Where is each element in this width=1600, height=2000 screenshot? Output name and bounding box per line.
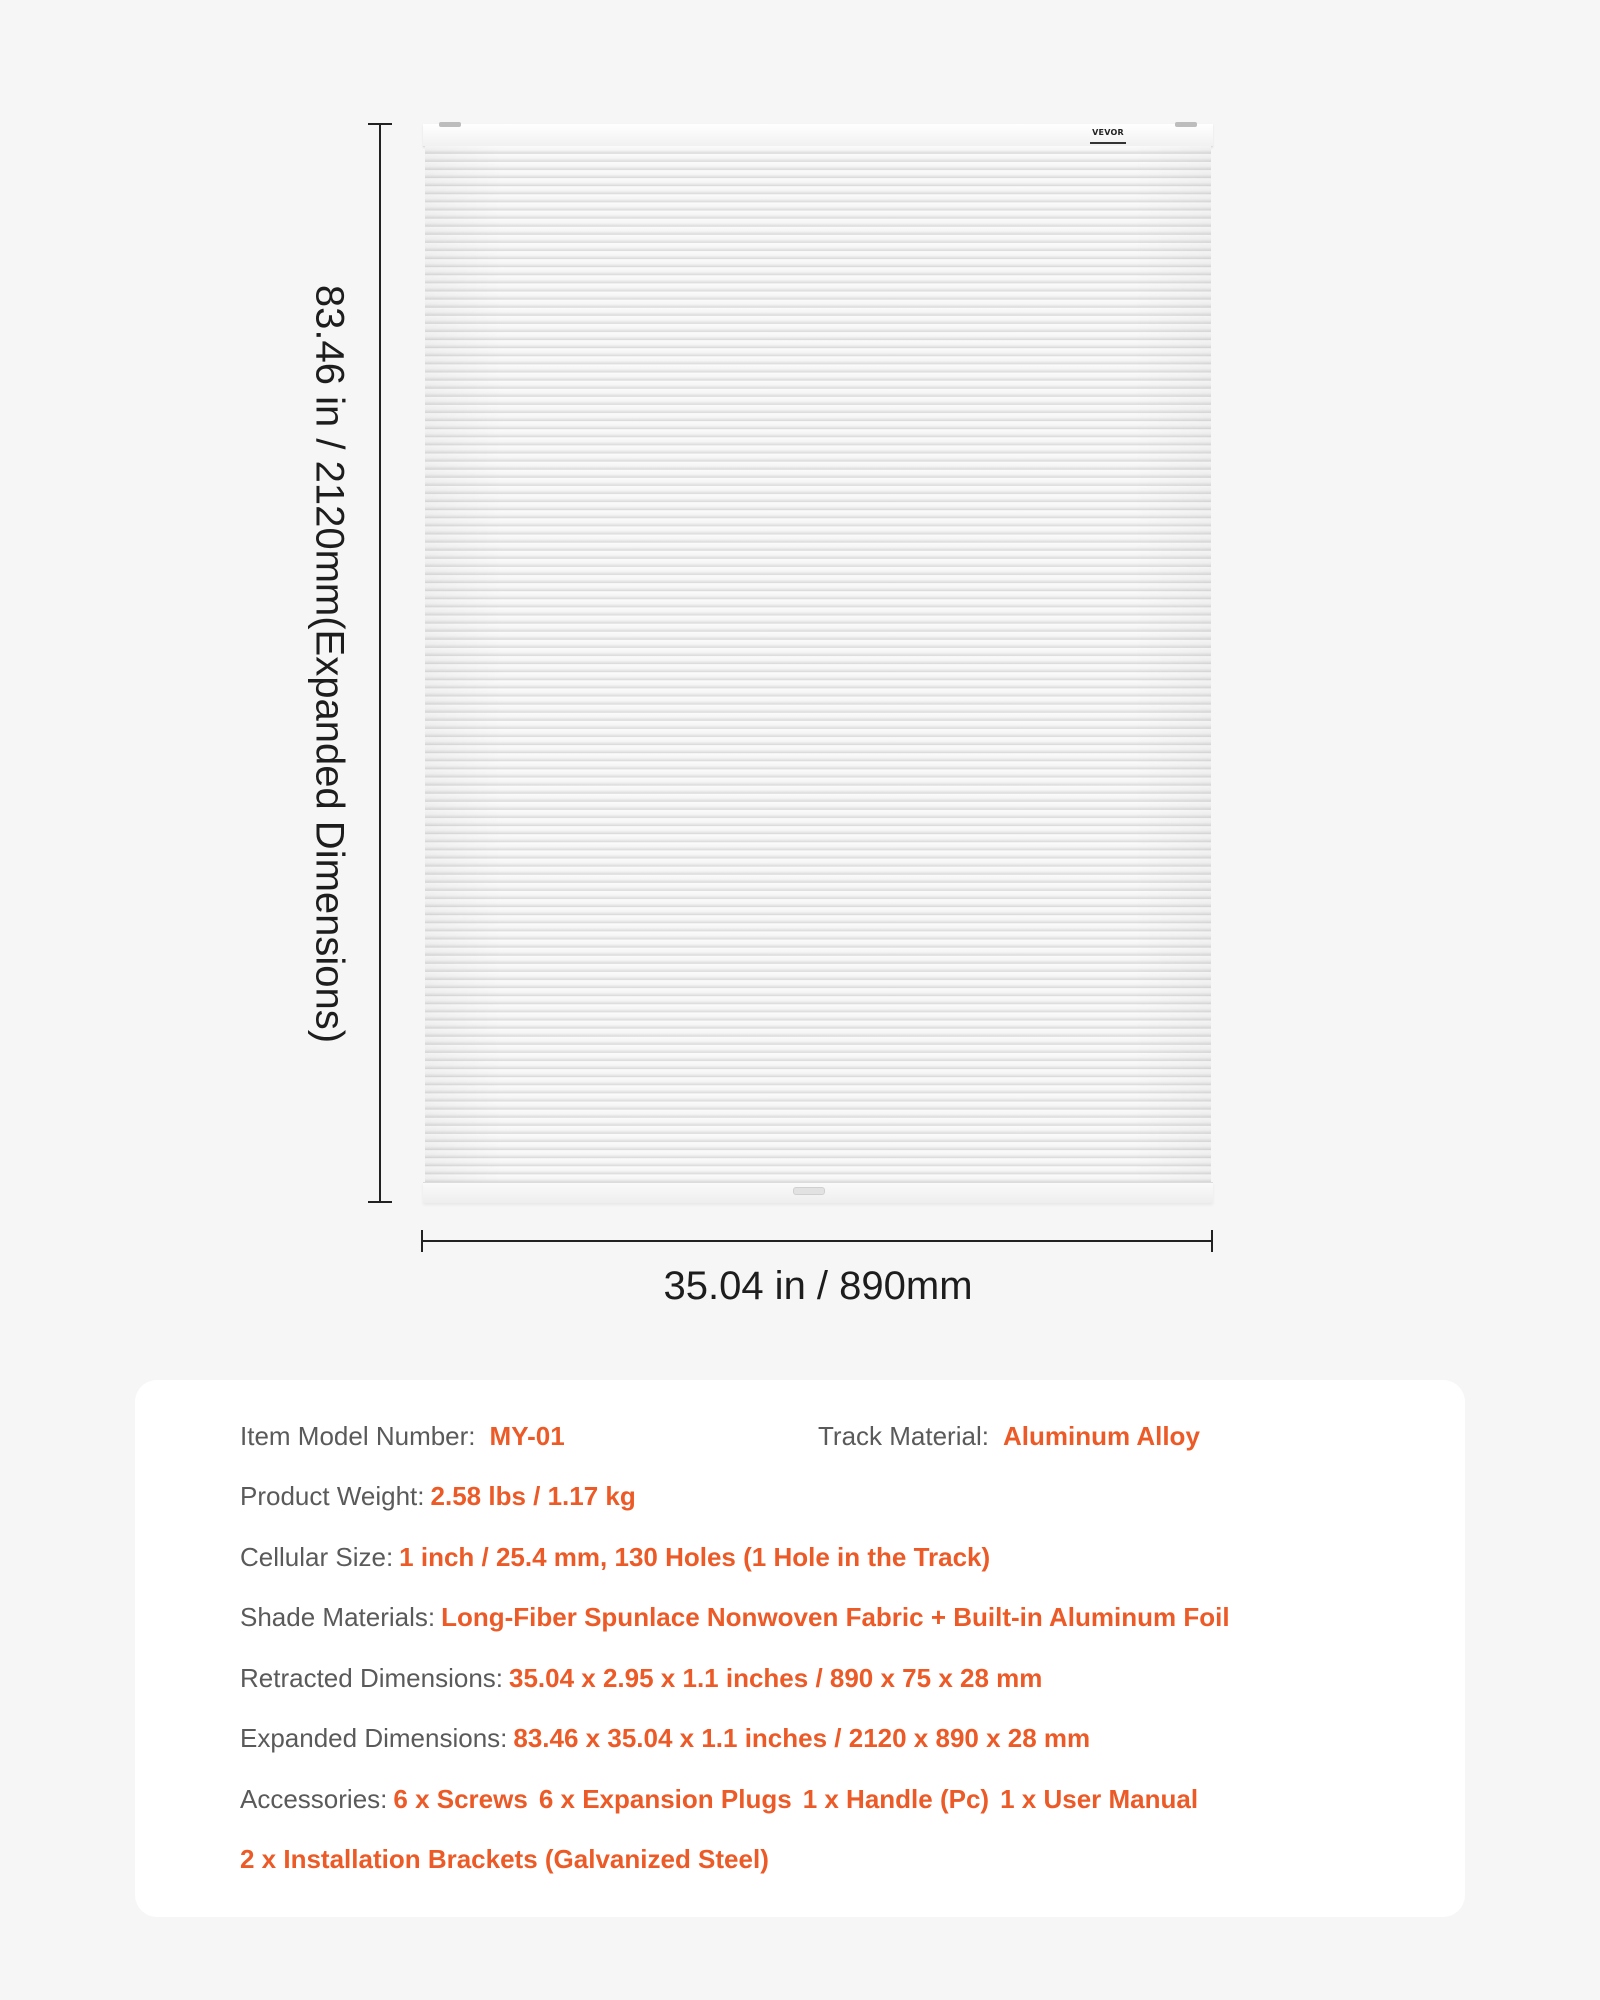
width-dimension-cap-left xyxy=(421,1230,423,1252)
spec-label: Expanded Dimensions: xyxy=(240,1723,508,1753)
spec-value: 35.04 x 2.95 x 1.1 inches / 890 x 75 x 28 mm xyxy=(509,1663,1043,1693)
spec-track-material xyxy=(818,1420,1200,1452)
spec-accessories xyxy=(240,1783,1198,1815)
width-dimension-cap-right xyxy=(1211,1230,1213,1252)
spec-model xyxy=(240,1420,565,1452)
width-dimension-label: 35.04 in / 890mm xyxy=(663,1264,973,1308)
honeycomb-fabric xyxy=(425,146,1211,1184)
spec-label: Cellular Size: xyxy=(240,1542,394,1572)
bottom-rail xyxy=(423,1182,1213,1203)
spec-value: Long-Fiber Spunlace Nonwoven Fabric + Built-in Aluminum Foil xyxy=(441,1602,1230,1632)
bracket-clip-left xyxy=(439,122,461,127)
height-dimension-cap-bottom xyxy=(368,1201,392,1203)
accessory-item: 1 x Handle (Pc) xyxy=(802,1784,990,1814)
headrail xyxy=(423,124,1213,147)
spec-value: Aluminum Alloy xyxy=(1002,1421,1200,1451)
height-dimension-text: 83.46 in / 2120mm(Expanded Dimensions) xyxy=(307,284,352,1044)
height-dimension-cap-top xyxy=(368,123,392,125)
spec-label: Shade Materials: xyxy=(240,1602,436,1632)
handle-icon xyxy=(793,1187,825,1195)
spec-value: 1 inch / 25.4 mm, 130 Holes (1 Hole in the Track) xyxy=(399,1542,991,1572)
specifications-card xyxy=(135,1380,1465,1917)
spec-label: Retracted Dimensions: xyxy=(240,1663,503,1693)
spec-expanded-dimensions xyxy=(240,1722,1090,1754)
vevor-logo: VEVOR xyxy=(1090,128,1126,144)
cellular-shade xyxy=(423,124,1213,1202)
spec-value: 83.46 x 35.04 x 1.1 inches / 2120 x 890 x 28 mm xyxy=(513,1723,1091,1753)
spec-label: Accessories: xyxy=(240,1784,388,1814)
spec-value: MY-01 xyxy=(489,1421,565,1451)
bracket-clip-right xyxy=(1175,122,1197,127)
width-dimension-line xyxy=(422,1240,1212,1242)
spec-accessories-extra xyxy=(240,1843,769,1875)
spec-label: Track Material: xyxy=(818,1421,989,1451)
accessory-item: 1 x User Manual xyxy=(1000,1784,1199,1814)
accessory-item: 2 x Installation Brackets (Galvanized Steel) xyxy=(240,1844,769,1874)
spec-label: Item Model Number: xyxy=(240,1421,476,1451)
spec-shade-materials xyxy=(240,1601,1230,1633)
accessory-item: 6 x Expansion Plugs xyxy=(538,1784,792,1814)
spec-value: 2.58 lbs / 1.17 kg xyxy=(430,1481,636,1511)
height-dimension-line xyxy=(379,124,381,1202)
accessory-item: 6 x Screws xyxy=(393,1784,528,1814)
spec-cellular-size xyxy=(240,1541,990,1573)
spec-weight xyxy=(240,1480,636,1512)
spec-retracted-dimensions xyxy=(240,1662,1042,1694)
spec-label: Product Weight: xyxy=(240,1481,425,1511)
